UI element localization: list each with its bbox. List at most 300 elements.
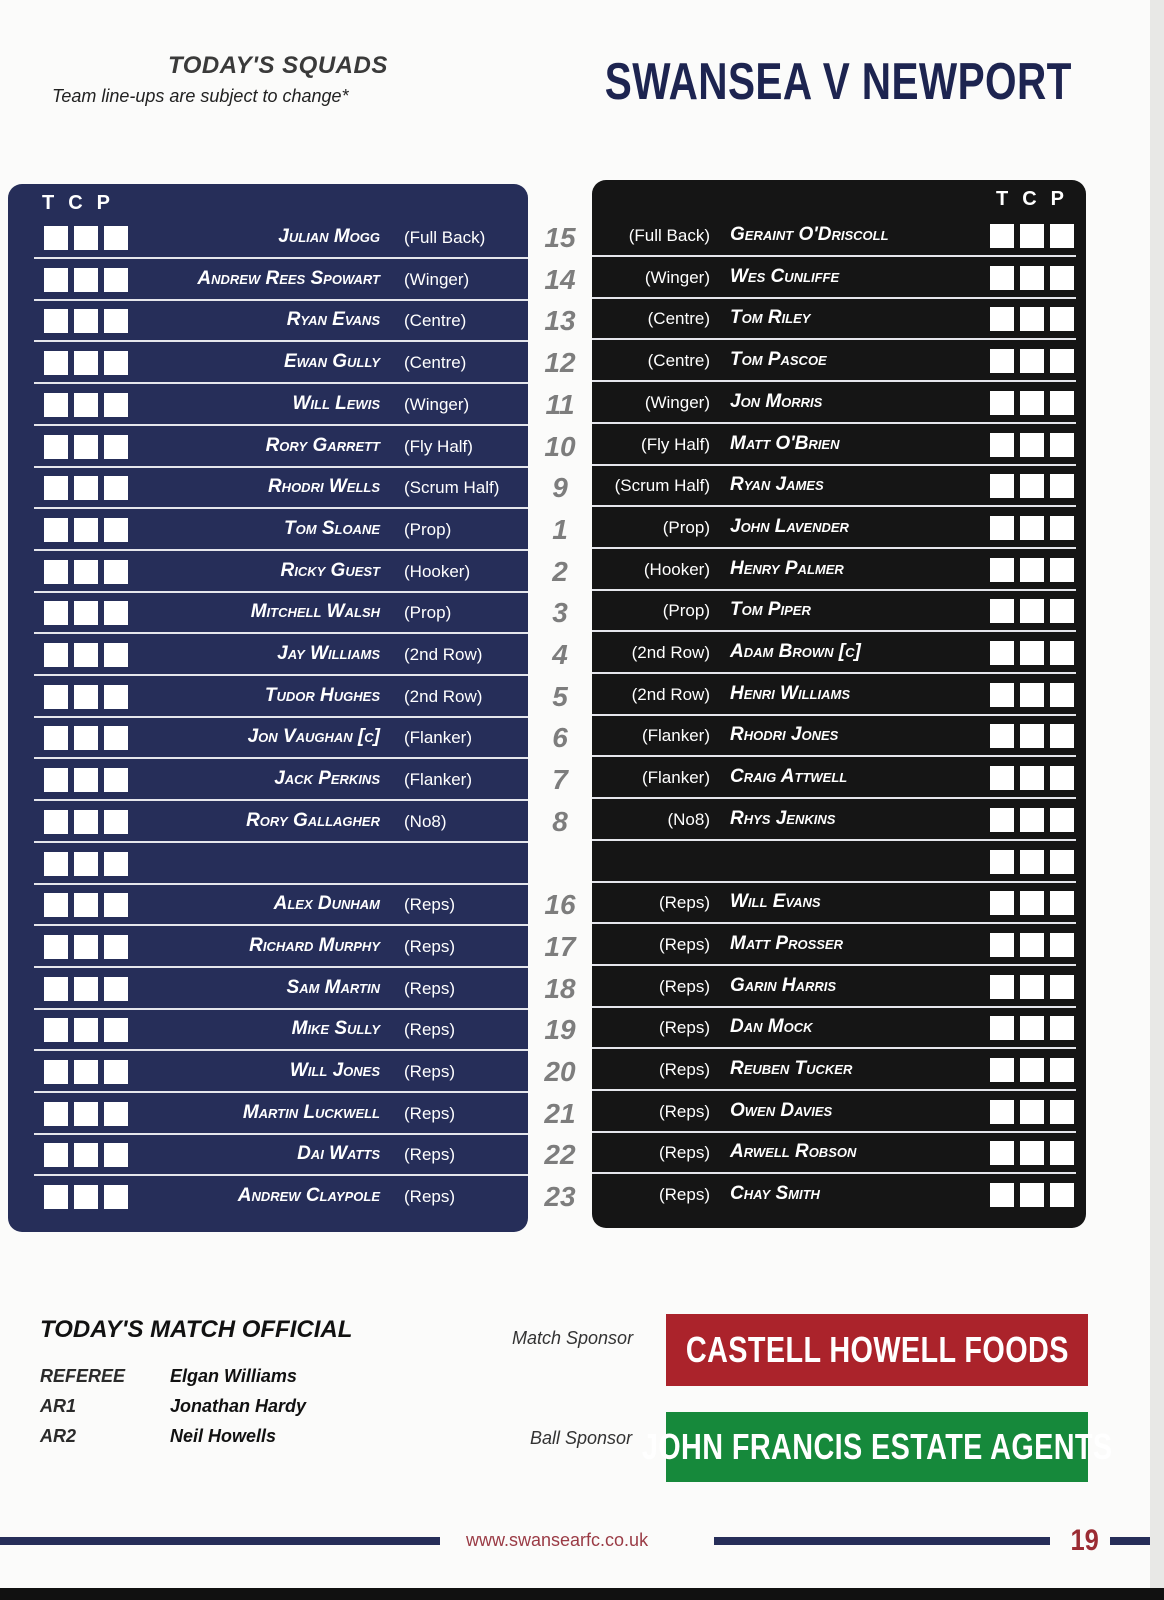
player-name: Craig Attwell [730, 766, 848, 788]
player-name: Tom Riley [730, 307, 811, 329]
tcp-checkboxes [44, 268, 128, 292]
player-position: (Reps) [658, 1018, 710, 1038]
try-checkbox[interactable] [990, 724, 1014, 748]
player-position: (Centre) [647, 309, 710, 329]
squad-row [592, 1133, 1076, 1174]
penalty-checkbox[interactable] [104, 935, 128, 959]
tcp-checkboxes [990, 1183, 1074, 1207]
penalty-checkbox[interactable] [1050, 1058, 1074, 1082]
tcp-checkboxes [44, 1185, 128, 1209]
penalty-checkbox[interactable] [1050, 641, 1074, 665]
penalty-checkbox[interactable] [1050, 474, 1074, 498]
player-position: (Reps) [404, 1062, 456, 1081]
shirt-number: 16 [544, 889, 576, 921]
penalty-checkbox[interactable] [104, 893, 128, 917]
penalty-checkbox[interactable] [104, 560, 128, 584]
squad-row [592, 1092, 1076, 1133]
try-checkbox[interactable] [990, 808, 1014, 832]
player-name: Andrew Claypole [237, 1185, 380, 1207]
penalty-checkbox[interactable] [104, 601, 128, 625]
tcp-checkboxes [44, 518, 128, 542]
ball-sponsor-label: Ball Sponsor [530, 1428, 633, 1448]
tcp-checkboxes [990, 683, 1074, 707]
penalty-checkbox[interactable] [1050, 850, 1074, 874]
tcp-checkboxes [990, 975, 1074, 999]
try-checkbox[interactable] [990, 683, 1014, 707]
penalty-checkbox[interactable] [1050, 724, 1074, 748]
player-name: Reuben Tucker [730, 1058, 853, 1079]
player-position: (Reps) [658, 1185, 710, 1205]
try-checkbox[interactable] [990, 307, 1014, 331]
player-name: Julian Mogg [278, 226, 380, 247]
conversion-checkbox[interactable] [74, 685, 98, 709]
try-checkbox[interactable] [990, 1058, 1014, 1082]
try-checkbox[interactable] [990, 975, 1014, 999]
conversion-checkbox[interactable] [1020, 1058, 1044, 1082]
try-checkbox[interactable] [44, 643, 68, 667]
penalty-checkbox[interactable] [104, 309, 128, 333]
tcp-checkboxes [990, 224, 1074, 248]
try-checkbox[interactable] [44, 726, 68, 750]
try-checkbox[interactable] [990, 1016, 1014, 1040]
tcp-checkboxes [44, 393, 128, 417]
penalty-checkbox[interactable] [1050, 1016, 1074, 1040]
penalty-checkbox[interactable] [104, 852, 128, 876]
shirt-number: 15 [544, 222, 576, 253]
ball-sponsor-banner [641, 1412, 1113, 1482]
conversion-checkbox[interactable] [74, 309, 98, 333]
conversion-checkbox[interactable] [74, 935, 98, 959]
try-checkbox[interactable] [44, 768, 68, 792]
tcp-checkboxes [990, 1058, 1074, 1082]
conversion-checkbox[interactable] [1020, 808, 1044, 832]
conversion-checkbox[interactable] [1020, 266, 1044, 290]
player-name: Jon Vaughan [c] [247, 726, 380, 748]
player-position: (Reps) [658, 934, 710, 954]
tcp-checkboxes [990, 641, 1074, 665]
conversion-checkbox[interactable] [1020, 391, 1044, 415]
try-checkbox[interactable] [990, 641, 1014, 665]
conversion-checkbox[interactable] [74, 518, 98, 542]
player-position: (Reps) [658, 893, 710, 913]
squad-row [34, 468, 528, 509]
squad-row [592, 216, 1076, 257]
official-name: Jonathan Hardy [170, 1396, 307, 1416]
shirt-number: 14 [544, 263, 576, 295]
player-position: (2nd Row) [631, 643, 710, 662]
player-position: (Reps) [404, 1145, 456, 1165]
player-position: (Centre) [404, 353, 467, 373]
conversion-checkbox[interactable] [74, 393, 98, 417]
footer-rule-right [714, 1537, 1050, 1545]
tcp-checkboxes [44, 893, 128, 917]
conversion-checkbox[interactable] [74, 1060, 98, 1084]
away-squad-panel [592, 180, 1086, 1228]
conversion-checkbox[interactable] [74, 601, 98, 625]
shirt-number: 9 [552, 472, 568, 504]
try-checkbox[interactable] [990, 349, 1014, 373]
squad-row [592, 1008, 1076, 1049]
conversion-checkbox[interactable] [74, 435, 98, 459]
page-edge [1150, 0, 1164, 1600]
conversion-checkbox[interactable] [1020, 683, 1044, 707]
player-name: Alex Dunham [273, 893, 380, 915]
penalty-checkbox[interactable] [104, 1143, 128, 1167]
try-checkbox[interactable] [990, 474, 1014, 498]
squad-row [34, 552, 528, 593]
tcp-checkboxes [990, 266, 1074, 290]
squad-row [34, 677, 528, 718]
official-name: Elgan Williams [170, 1366, 297, 1386]
penalty-checkbox[interactable] [1050, 349, 1074, 373]
player-position: (2nd Row) [631, 684, 710, 704]
conversion-checkbox[interactable] [1020, 1016, 1044, 1040]
squad-row [34, 218, 528, 259]
player-name: Tom Piper [730, 599, 811, 621]
try-checkbox[interactable] [44, 685, 68, 709]
tcp-checkboxes [990, 599, 1074, 623]
try-checkbox[interactable] [990, 391, 1014, 415]
squad-row [592, 1050, 1076, 1091]
conversion-checkbox[interactable] [1020, 850, 1044, 874]
squad-row [34, 510, 528, 551]
match-sponsor-banner [666, 1314, 1088, 1386]
conversion-checkbox[interactable] [74, 1185, 98, 1209]
tcp-checkboxes [990, 850, 1074, 874]
tcp-checkboxes [44, 1102, 128, 1126]
squad-row [592, 925, 1076, 966]
squad-row [592, 800, 1076, 841]
player-position: (Fly Half) [404, 436, 473, 456]
conversion-checkbox[interactable] [1020, 599, 1044, 623]
try-checkbox[interactable] [990, 266, 1014, 290]
squad-row [34, 885, 528, 926]
conversion-checkbox[interactable] [74, 726, 98, 750]
try-checkbox[interactable] [44, 226, 68, 250]
penalty-checkbox[interactable] [104, 393, 128, 417]
penalty-checkbox[interactable] [1050, 433, 1074, 457]
player-position: (2nd Row) [404, 686, 483, 706]
try-checkbox[interactable] [44, 810, 68, 834]
conversion-checkbox[interactable] [1020, 891, 1044, 915]
conversion-checkbox[interactable] [1020, 766, 1044, 790]
player-name: Will Jones [289, 1060, 380, 1081]
player-position: (Hooker) [643, 559, 710, 579]
conversion-checkbox[interactable] [1020, 933, 1044, 957]
player-name: Matt O'Brien [730, 432, 840, 454]
player-position: (Fly Half) [641, 434, 710, 454]
player-position: (Reps) [404, 895, 456, 915]
try-checkbox[interactable] [44, 1060, 68, 1084]
squad-row [34, 802, 528, 843]
conversion-checkbox[interactable] [74, 893, 98, 917]
player-name: John Lavender [730, 515, 849, 537]
player-position: (Reps) [658, 1143, 710, 1163]
tcp-checkboxes [44, 852, 128, 876]
squad-row [34, 844, 528, 885]
penalty-checkbox[interactable] [104, 268, 128, 292]
try-checkbox[interactable] [44, 893, 68, 917]
player-name: Andrew Rees Spowart [197, 267, 380, 289]
penalty-checkbox[interactable] [1050, 891, 1074, 915]
player-position: (No8) [404, 811, 447, 831]
conversion-checkbox[interactable] [1020, 975, 1044, 999]
penalty-checkbox[interactable] [104, 1185, 128, 1209]
shirt-number: 20 [544, 1056, 576, 1087]
conversion-checkbox[interactable] [1020, 1141, 1044, 1165]
conversion-checkbox[interactable] [74, 977, 98, 1001]
try-checkbox[interactable] [44, 393, 68, 417]
footer-url[interactable]: www.swansearfc.co.uk [466, 1530, 649, 1550]
try-checkbox[interactable] [44, 977, 68, 1001]
try-checkbox[interactable] [44, 476, 68, 500]
penalty-checkbox[interactable] [104, 726, 128, 750]
player-name: Rhodri Wells [267, 476, 380, 498]
try-checkbox[interactable] [990, 850, 1014, 874]
player-position: (Scrum Half) [614, 476, 710, 496]
player-name: Rory Gallagher [246, 809, 380, 831]
tcp-checkboxes [990, 808, 1074, 832]
conversion-checkbox[interactable] [1020, 433, 1044, 457]
penalty-checkbox[interactable] [1050, 558, 1074, 582]
shirt-number: 2 [552, 555, 568, 587]
squad-row [34, 260, 528, 301]
official-role: AR2 [40, 1426, 77, 1446]
player-name: Geraint O'Driscoll [730, 224, 889, 245]
penalty-checkbox[interactable] [1050, 933, 1074, 957]
player-position: (Scrum Half) [404, 478, 500, 498]
player-name: Jon Morris [730, 390, 823, 412]
penalty-checkbox[interactable] [104, 1018, 128, 1042]
conversion-checkbox[interactable] [74, 351, 98, 375]
player-position: (Flanker) [404, 728, 473, 748]
tcp-checkboxes [44, 1143, 128, 1167]
tcp-checkboxes [990, 891, 1074, 915]
penalty-checkbox[interactable] [104, 476, 128, 500]
penalty-checkbox[interactable] [104, 226, 128, 250]
try-checkbox[interactable] [44, 935, 68, 959]
shirt-number: 5 [552, 680, 568, 712]
shirt-number: 17 [544, 930, 576, 962]
player-name: Martin Luckwell [242, 1101, 380, 1123]
penalty-checkbox[interactable] [104, 435, 128, 459]
penalty-checkbox[interactable] [1050, 599, 1074, 623]
try-checkbox[interactable] [990, 1183, 1014, 1207]
squad-row [34, 593, 528, 634]
shirt-number: 8 [552, 805, 568, 837]
player-position: (Prop) [404, 603, 452, 623]
conversion-checkbox[interactable] [1020, 516, 1044, 540]
conversion-checkbox[interactable] [1020, 558, 1044, 582]
tcp-checkboxes [990, 516, 1074, 540]
penalty-checkbox[interactable] [1050, 975, 1074, 999]
player-name: Jack Perkins [274, 768, 380, 790]
squad-row [592, 341, 1076, 382]
squads-note: Team line-ups are subject to change* [52, 86, 349, 106]
player-name: Wes Cunliffe [730, 265, 840, 287]
player-name: Henri Williams [730, 682, 850, 704]
try-checkbox[interactable] [44, 852, 68, 876]
squad-row [592, 466, 1076, 507]
try-checkbox[interactable] [990, 224, 1014, 248]
try-checkbox[interactable] [44, 1102, 68, 1126]
try-checkbox[interactable] [44, 268, 68, 292]
tcp-checkboxes [44, 685, 128, 709]
penalty-checkbox[interactable] [1050, 1141, 1074, 1165]
squad-row [34, 927, 528, 968]
conversion-checkbox[interactable] [74, 560, 98, 584]
conversion-checkbox[interactable] [74, 768, 98, 792]
player-position: (Reps) [658, 1060, 710, 1079]
player-position: (Reps) [404, 1020, 456, 1040]
squad-row [34, 1010, 528, 1051]
penalty-checkbox[interactable] [1050, 516, 1074, 540]
player-name: Adam Brown [c] [730, 641, 861, 662]
penalty-checkbox[interactable] [1050, 307, 1074, 331]
conversion-checkbox[interactable] [1020, 224, 1044, 248]
conversion-checkbox[interactable] [74, 852, 98, 876]
conversion-checkbox[interactable] [74, 268, 98, 292]
squad-row [34, 760, 528, 801]
player-name: Rory Garrett [265, 434, 380, 456]
player-position: (Winger) [644, 267, 710, 287]
try-checkbox[interactable] [990, 516, 1014, 540]
conversion-checkbox[interactable] [1020, 1100, 1044, 1124]
squad-row [592, 591, 1076, 632]
try-checkbox[interactable] [44, 1018, 68, 1042]
penalty-checkbox[interactable] [104, 977, 128, 1001]
player-name: Matt Prosser [730, 932, 843, 954]
squad-row [34, 969, 528, 1010]
penalty-checkbox[interactable] [1050, 1183, 1074, 1207]
penalty-checkbox[interactable] [104, 518, 128, 542]
try-checkbox[interactable] [44, 601, 68, 625]
conversion-checkbox[interactable] [74, 476, 98, 500]
player-name: Tudor Hughes [264, 684, 380, 706]
tcp-checkboxes [990, 1016, 1074, 1040]
conversion-checkbox[interactable] [1020, 349, 1044, 373]
penalty-checkbox[interactable] [1050, 266, 1074, 290]
tcp-checkboxes [990, 307, 1074, 331]
conversion-checkbox[interactable] [1020, 1183, 1044, 1207]
squad-row [592, 508, 1076, 549]
penalty-checkbox[interactable] [104, 685, 128, 709]
player-position: (Flanker) [641, 768, 710, 788]
player-position: (Prop) [662, 601, 710, 621]
try-checkbox[interactable] [44, 1185, 68, 1209]
squad-row [34, 1135, 528, 1176]
shirt-number: 11 [545, 388, 575, 420]
official-name: Neil Howells [170, 1426, 277, 1446]
shirt-number: 3 [552, 597, 568, 629]
player-name: Ryan James [730, 474, 824, 496]
squad-row [34, 718, 528, 759]
try-checkbox[interactable] [990, 766, 1014, 790]
conversion-checkbox[interactable] [1020, 724, 1044, 748]
tcp-checkboxes [44, 768, 128, 792]
footer-rule-end [1110, 1537, 1150, 1545]
try-checkbox[interactable] [990, 1100, 1014, 1124]
try-checkbox[interactable] [44, 351, 68, 375]
player-name: Rhys Jenkins [730, 807, 836, 829]
try-checkbox[interactable] [990, 933, 1014, 957]
conversion-checkbox[interactable] [1020, 474, 1044, 498]
player-name: Will Evans [730, 891, 821, 913]
home-squad-panel [8, 184, 528, 1232]
penalty-checkbox[interactable] [104, 1060, 128, 1084]
conversion-checkbox[interactable] [74, 810, 98, 834]
player-name: Rhodri Jones [730, 724, 839, 746]
player-position: (Reps) [404, 1103, 456, 1123]
tcp-checkboxes [44, 643, 128, 667]
penalty-checkbox[interactable] [1050, 683, 1074, 707]
try-checkbox[interactable] [990, 433, 1014, 457]
conversion-checkbox[interactable] [74, 643, 98, 667]
try-checkbox[interactable] [990, 1141, 1014, 1165]
squad-row [34, 635, 528, 676]
conversion-checkbox[interactable] [1020, 641, 1044, 665]
try-checkbox[interactable] [990, 891, 1014, 915]
squad-row [592, 967, 1076, 1008]
shirt-number: 21 [544, 1097, 576, 1129]
try-checkbox[interactable] [44, 309, 68, 333]
conversion-checkbox[interactable] [74, 1143, 98, 1167]
try-checkbox[interactable] [990, 558, 1014, 582]
conversion-checkbox[interactable] [74, 1018, 98, 1042]
player-position: (Flanker) [404, 770, 473, 790]
try-checkbox[interactable] [44, 435, 68, 459]
player-position: (Reps) [658, 976, 710, 996]
player-position: (Reps) [658, 1101, 710, 1121]
player-name: Ewan Gully [283, 351, 380, 373]
player-position: (Prop) [404, 519, 452, 539]
player-name: Chay Smith [730, 1183, 820, 1205]
shirt-number: 22 [544, 1139, 576, 1171]
tcp-checkboxes [44, 560, 128, 584]
officials-title: TODAY'S MATCH OFFICIAL [40, 1316, 353, 1343]
penalty-checkbox[interactable] [1050, 224, 1074, 248]
player-position: (Centre) [404, 311, 467, 331]
shirt-number: 7 [552, 764, 568, 796]
penalty-checkbox[interactable] [104, 643, 128, 667]
conversion-checkbox[interactable] [1020, 307, 1044, 331]
player-name: Henry Palmer [730, 557, 844, 579]
player-position: (Winger) [404, 394, 470, 414]
penalty-checkbox[interactable] [104, 1102, 128, 1126]
try-checkbox[interactable] [990, 599, 1014, 623]
try-checkbox[interactable] [44, 1143, 68, 1167]
penalty-checkbox[interactable] [1050, 808, 1074, 832]
shirt-number: 13 [544, 305, 576, 337]
try-checkbox[interactable] [44, 560, 68, 584]
squad-row [592, 675, 1076, 716]
squad-row [592, 842, 1076, 883]
conversion-checkbox[interactable] [74, 1102, 98, 1126]
player-position: (Prop) [662, 517, 710, 537]
squad-row [592, 425, 1076, 466]
tcp-checkboxes [44, 351, 128, 375]
squad-row [34, 1177, 528, 1218]
penalty-checkbox[interactable] [104, 810, 128, 834]
penalty-checkbox[interactable] [1050, 391, 1074, 415]
penalty-checkbox[interactable] [104, 351, 128, 375]
penalty-checkbox[interactable] [1050, 1100, 1074, 1124]
tcp-checkboxes [990, 391, 1074, 415]
try-checkbox[interactable] [44, 518, 68, 542]
penalty-checkbox[interactable] [104, 768, 128, 792]
conversion-checkbox[interactable] [74, 226, 98, 250]
penalty-checkbox[interactable] [1050, 766, 1074, 790]
